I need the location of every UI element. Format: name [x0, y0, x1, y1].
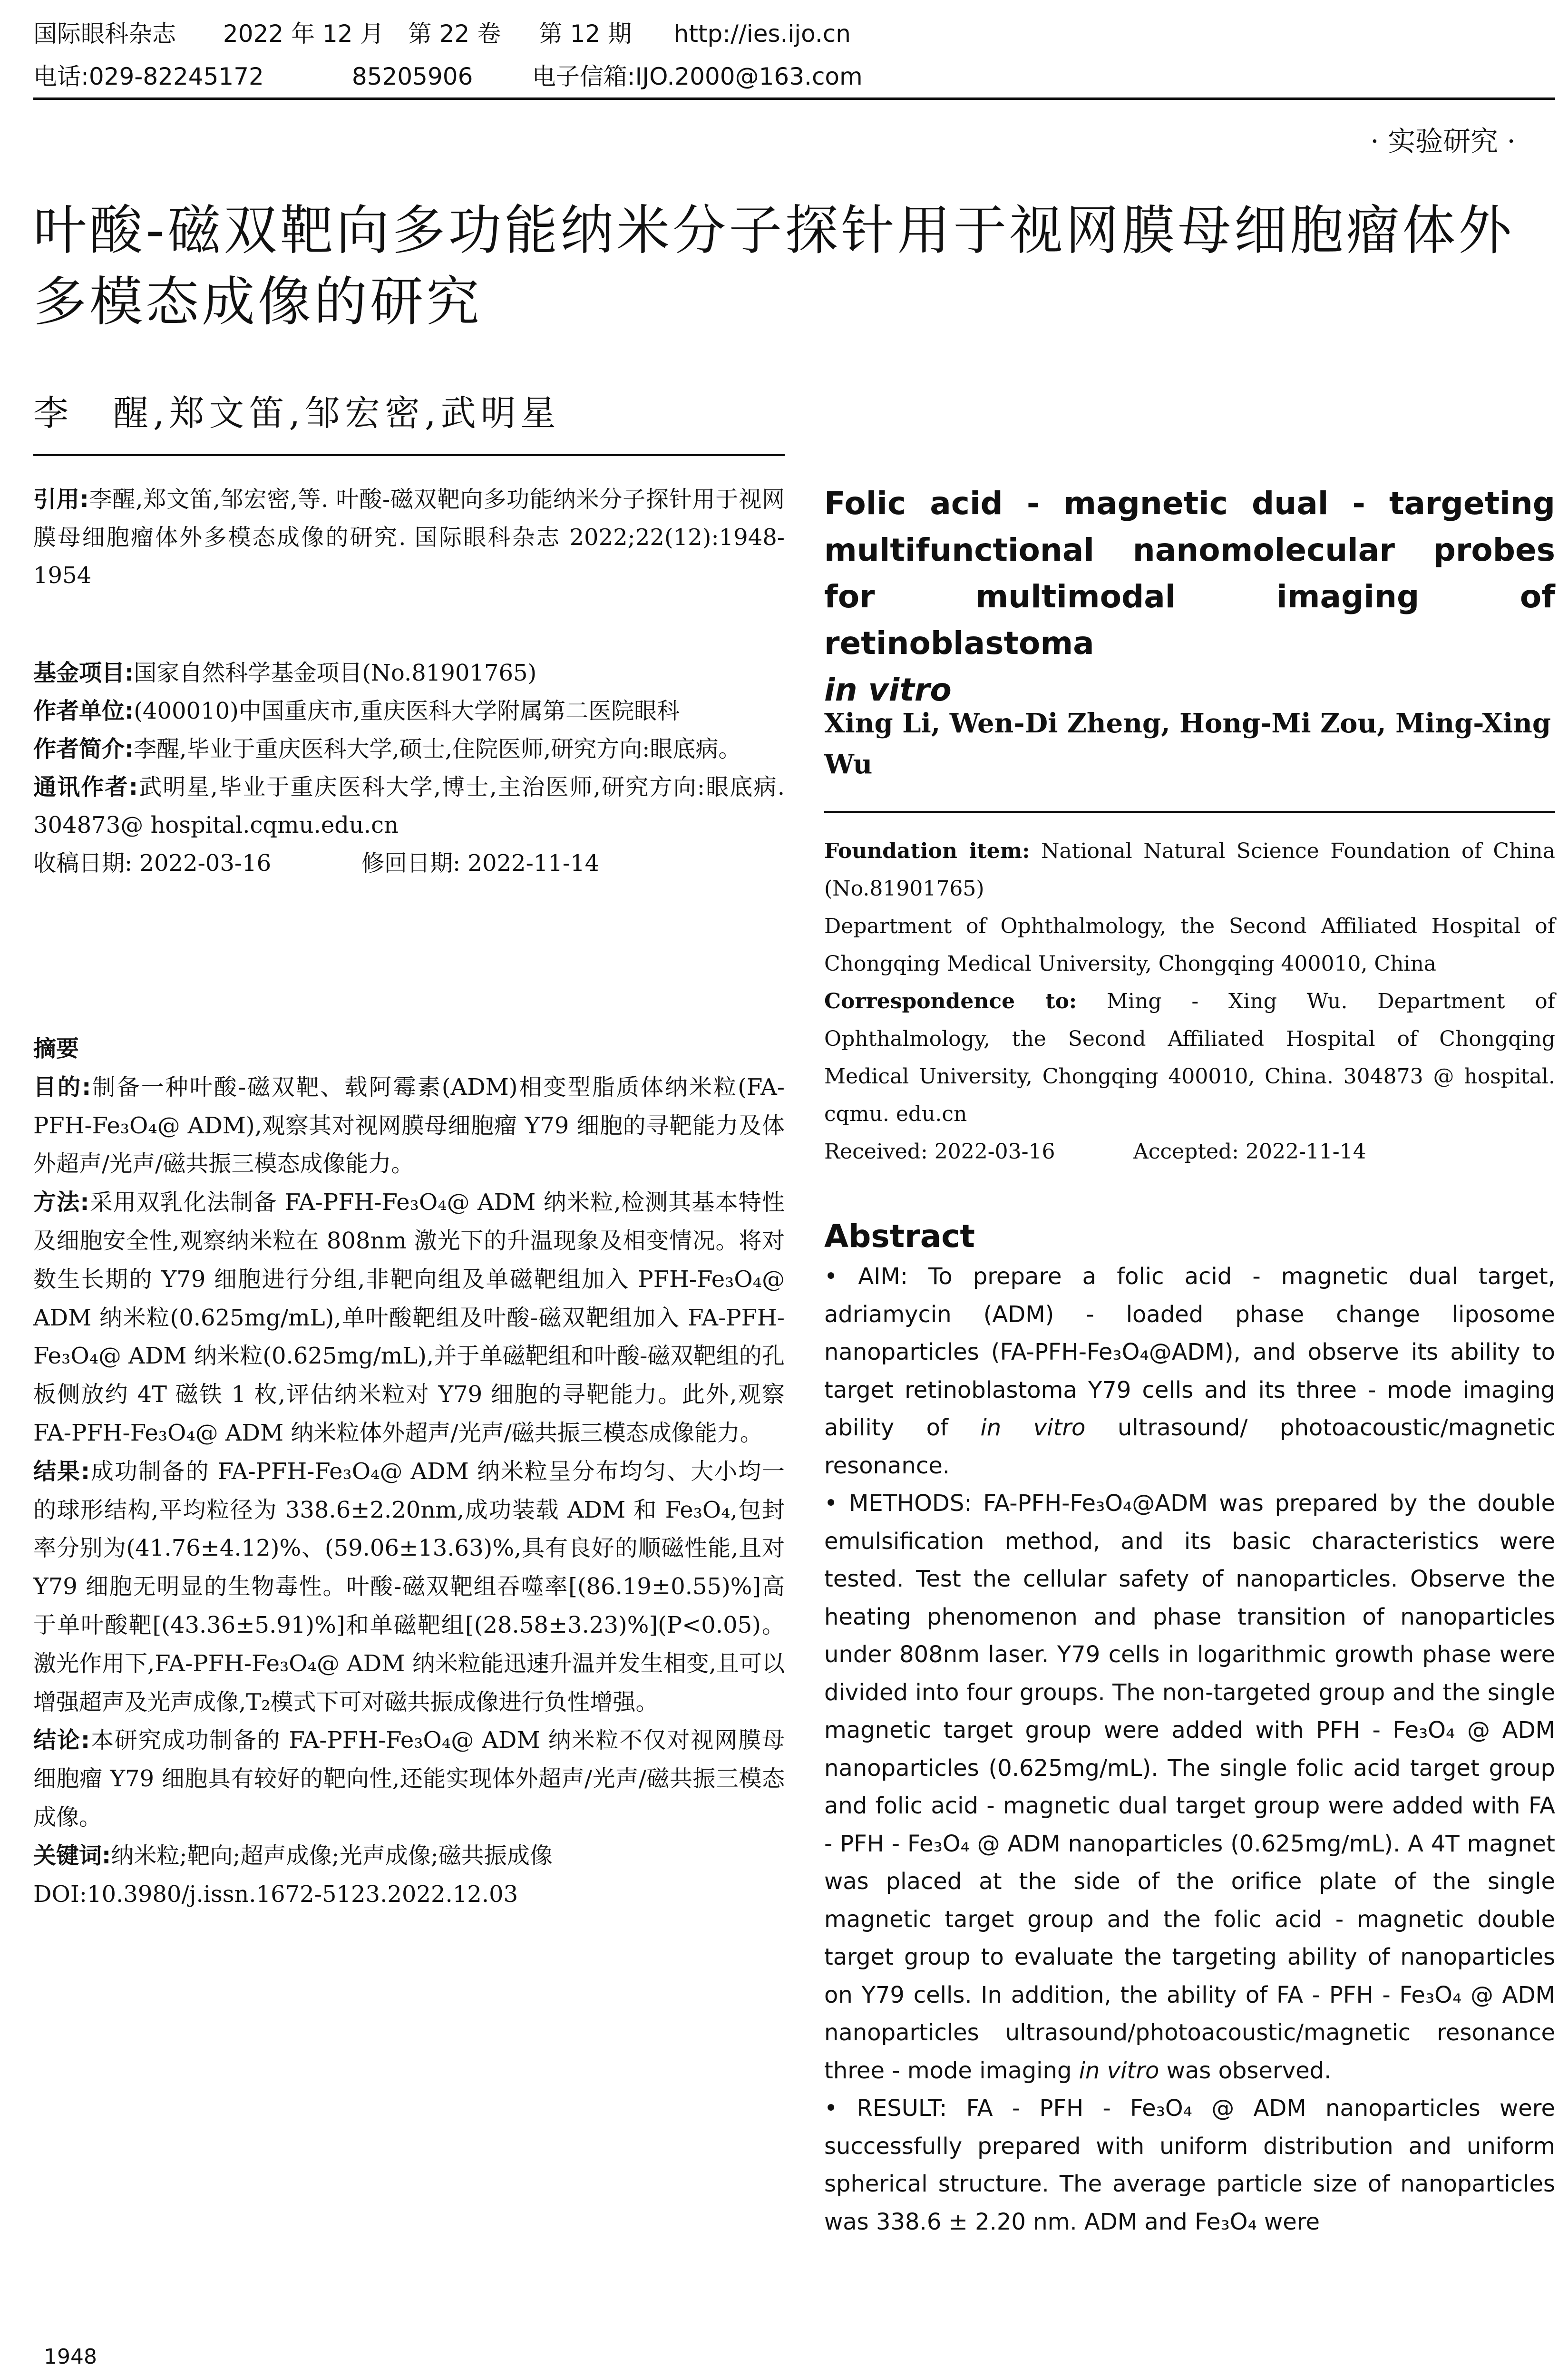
corr-label: 通讯作者: [33, 774, 138, 800]
methods-en-italic: in vitro [1079, 2057, 1159, 2084]
phone2: 85205906 [351, 63, 473, 90]
corr-en-label: Correspondence to: [824, 989, 1077, 1013]
concl-cn-text: 本研究成功制备的 FA-PFH-Fe₃O₄@ ADM 纳米粒不仅对视网膜母细胞瘤 Y79 细胞具有较好的靶向性,还能实现体外超声/光声/磁共振三模态成像。 [33, 1727, 785, 1831]
title-en-text: Folic acid - magnetic dual - targeting multifunctional nanomolecular probes for multimodal imaging of retinoblastoma [824, 485, 1555, 662]
cite-text: 李醒,郑文笛,邹宏密,等. 叶酸-磁双靶向多功能纳米分子探针用于视网膜母细胞瘤体外多模态成像的研究. 国际眼科杂志 2022;22(12):1948-1954 [33, 486, 785, 589]
journal-name: 国际眼科杂志 [33, 20, 176, 48]
phone: 电话:029-82245172 [33, 63, 264, 90]
methods-en-text: FA-PFH-Fe₃O₄@ADM was prepared by the double emulsification method, and its basic characteristics were tested. Test the cellular safety of nanoparticles. Observe the heating phenomenon and phase transition of nanoparticles under 808nm laser. Y79 cells in logarithmic growth phase were divided into four groups. The non-targeted group and the single magnetic target group were added with PFH - Fe₃O₄ @ ADM nanoparticles (0.625mg/mL). The single folic acid target group and folic acid - magnetic dual target group were added with FA - PFH - Fe₃O₄ @ ADM nanoparticles (0.625mg/mL). A 4T magnet was placed at the side of the orifice plate of the single magnetic target group and the folic acid - magnetic double target group to evaluate the targeting ability of nanoparticles on Y79 cells. In addition, the ability of FA - PFH - Fe₃O₄ @ ADM nanoparticles ultrasound/photoacoustic/magnetic resonance three - mode imaging [824, 1490, 1556, 2084]
journal-header-line2 [33, 62, 863, 91]
issue: 第 12 期 [538, 20, 632, 48]
header-rule [33, 97, 1555, 100]
result-en-text: FA - PFH - Fe₃O₄ @ ADM nanoparticles were successfully prepared with uniform distribution and uniform spherical structure. The average particle size of nanoparticles was 338.6 ± 2.20 nm. ADM and Fe₃O₄ were [824, 2095, 1556, 2235]
english-title-block [824, 480, 1555, 713]
methods-en-label: • METHODS: [824, 1490, 972, 1517]
received-date: 收稿日期: 2022-03-16 [33, 850, 272, 877]
received-en: Received: 2022-03-16 [824, 1140, 1055, 1164]
aim-cn-label: 目的: [33, 1073, 91, 1101]
article-title-en [824, 480, 1555, 713]
email[interactable]: 电子信箱:IJO.2000@163.com [532, 63, 863, 90]
journal-url[interactable]: http://ies.ijo.cn [673, 20, 851, 48]
revised-date: 修回日期: 2022-11-14 [361, 850, 600, 877]
aim-en-label: • AIM: [824, 1263, 908, 1290]
aim-en-italic: in vitro [980, 1414, 1086, 1441]
doi[interactable]: DOI:10.3980/j.issn.1672-5123.2022.12.03 [33, 1880, 518, 1908]
dept-en: Department of Ophthalmology, the Second Affiliated Hospital of Chongqing Medical University, Chongqing 400010, China [824, 914, 1555, 976]
aim-en-text: To prepare a folic acid - magnetic dual target, adriamycin (ADM) - loaded phase change liposome nanoparticles (FA-PFH-Fe₃O₄@ADM), and observe its ability to target retinoblastoma Y79 cells and its three - mode imaging ability of [824, 1263, 1556, 1441]
methods-cn-label: 方法: [33, 1189, 89, 1216]
authors-en: Xing Li, Wen-Di Zheng, Hong-Mi Zou, Ming-Xing Wu [824, 708, 1551, 780]
right-rule [824, 811, 1555, 813]
results-cn-label: 结果: [33, 1458, 90, 1485]
abstract-en-heading: Abstract [824, 1218, 975, 1255]
authors-cn: 李 醒,郑文笛,邹宏密,武明星 [33, 393, 561, 434]
abstract-cn [33, 1030, 785, 1913]
bio-label: 作者简介: [33, 736, 134, 762]
fund-en-text: National Natural Science Foundation of China (No.81901765) [824, 839, 1555, 901]
methods-en-text2: was observed. [1166, 2057, 1332, 2084]
section-tag: · 实验研究 · [1370, 125, 1516, 157]
english-meta-block [824, 832, 1555, 1170]
unit-label: 作者单位: [33, 698, 134, 724]
fund-en-label: Foundation item: [824, 839, 1030, 863]
fund-label: 基金项目: [33, 660, 134, 686]
volume: 第 22 卷 [408, 20, 501, 48]
unit-text: (400010)中国重庆市,重庆医科大学附属第二医院眼科 [134, 698, 680, 724]
aim-cn-text: 制备一种叶酸-磁双靶、载阿霉素(ADM)相变型脂质体纳米粒(FA-PFH-Fe₃O₄@ ADM),观察其对视网膜母细胞瘤 Y79 细胞的寻靶能力及体外超声/光声/磁共振三模态成像能力。 [33, 1073, 785, 1178]
bio-text: 李醒,毕业于重庆医科大学,硕士,住院医师,研究方向:眼底病。 [134, 736, 741, 762]
methods-cn-text: 采用双乳化法制备 FA-PFH-Fe₃O₄@ ADM 纳米粒,检测其基本特性及细胞安全性,观察纳米粒在 808nm 激光下的升温现象及相变情况。将对数生长期的 Y79 细胞进行分组,非靶向组及单磁靶组加入 PFH-Fe₃O₄@ ADM 纳米粒(0.625mg/mL),单叶酸靶组及叶酸-磁双靶组加入 FA-PFH-Fe₃O₄@ ADM 纳米粒(0.625mg/mL),并于单磁靶组和叶酸-磁双靶组的孔板侧放约 4T 磁铁 1 枚,评估纳米粒对 Y79 细胞的寻靶能力。此外,观察 FA-PFH-Fe₃O₄@ ADM 纳米粒体外超声/光声/磁共振三模态成像能力。 [33, 1189, 785, 1446]
citation-block [33, 480, 785, 594]
result-en-label: • RESULT: [824, 2095, 947, 2122]
abstract-cn-heading: 摘要 [33, 1035, 79, 1062]
abstract-en [824, 1258, 1555, 2241]
journal-header-line1 [33, 19, 851, 49]
results-cn-text: 成功制备的 FA-PFH-Fe₃O₄@ ADM 纳米粒呈分布均匀、大小均一的球形结构,平均粒径为 338.6±2.20nm,成功装载 ADM 和 Fe₃O₄,包封率分别为(41.76±4.12)%、(59.06±13.63)%,具有良好的顺磁性能,且对 Y79 细胞无明显的生物毒性。叶酸-磁双靶组吞噬率[(86.19±0.55)%]高于单叶酸靶[(43.36±5.91)%]和单磁靶组[(28.58±3.23)%](P<0.05)。激光作用下,FA-PFH-Fe₃O₄@ ADM 纳米粒能迅速升温并发生相变,且可以增强超声及光声成像,T₂模式下可对磁共振成像进行负性增强。 [33, 1458, 785, 1715]
aim-en-text2: ultrasound/ photoacoustic/magnetic resonance. [824, 1414, 1556, 1479]
corr-en-text: Ming - Xing Wu. Department of Ophthalmology, the Second Affiliated Hospital of Chongqing Medical University, Chongqing 400010, China. 304873 @ hospital. cqmu. edu.cn [824, 989, 1555, 1126]
cite-label: 引用: [33, 486, 89, 513]
title-en-italic: in vitro [824, 672, 952, 708]
article-title-cn: 叶酸-磁双靶向多功能纳米分子探针用于视网膜母细胞瘤体外多模态成像的研究 [33, 200, 1515, 333]
concl-cn-label: 结论: [33, 1727, 90, 1754]
author-info-block [33, 654, 785, 882]
fund-text: 国家自然科学基金项目(No.81901765) [134, 660, 537, 686]
keywords-cn-text: 纳米粒;靶向;超声成像;光声成像;磁共振成像 [111, 1842, 553, 1869]
keywords-cn-label: 关键词: [33, 1842, 111, 1869]
page-number: 1948 [44, 2345, 97, 2369]
corr-text: 武明星,毕业于重庆医科大学,博士,主治医师,研究方向:眼底病. 304873@ hospital.cqmu.edu.cn [33, 774, 785, 838]
accepted-en: Accepted: 2022-11-14 [1133, 1140, 1366, 1164]
issue-date: 2022 年 12 月 [223, 20, 384, 48]
left-rule [33, 454, 785, 456]
